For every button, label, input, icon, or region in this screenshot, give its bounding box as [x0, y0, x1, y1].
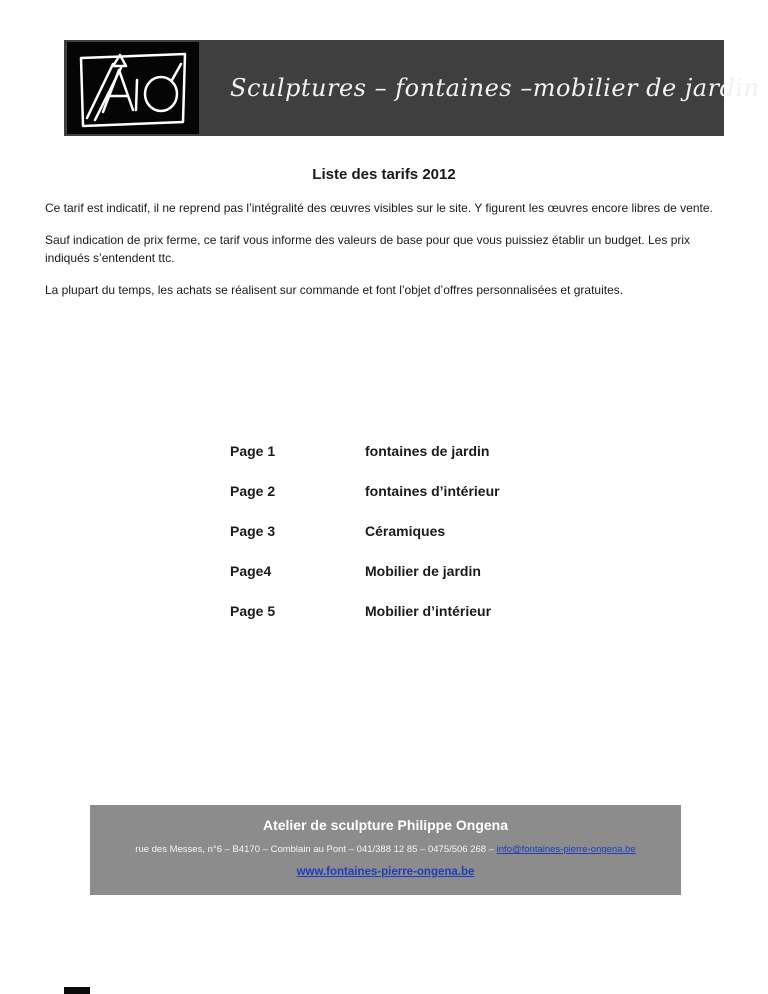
- toc-section-label: Céramiques: [365, 523, 446, 539]
- footer-website-link[interactable]: www.fontaines-pierre-ongena.be: [296, 866, 475, 878]
- toc-row: [230, 483, 500, 500]
- toc-row: [230, 603, 500, 620]
- toc-page-label: Page 2: [230, 483, 276, 499]
- toc-page-label: Page4: [230, 563, 272, 579]
- toc-row: [230, 443, 500, 460]
- toc-row: [230, 523, 500, 540]
- footer-email-link[interactable]: info@fontaines-pierre-ongena.be: [496, 844, 636, 855]
- toc-section-label: fontaines d’intérieur: [365, 483, 500, 499]
- next-page-edge: [64, 987, 90, 994]
- intro-paragraph: Sauf indication de prix ferme, ce tarif vous informe des valeurs de base pour que vous puissiez établir un budget. Les prix indiqués s’entendent ttc.: [45, 232, 691, 266]
- page-title: Liste des tarifs 2012: [312, 166, 456, 183]
- toc-page-label: Page 3: [230, 523, 276, 539]
- intro-paragraph: La plupart du temps, les achats se réalisent sur commande et font l’objet d’offres personnalisées et gratuites.: [45, 282, 624, 297]
- toc-page-label: Page 5: [230, 603, 276, 619]
- toc-row: [230, 563, 500, 580]
- header-banner: [64, 40, 760, 136]
- toc-section-label: Mobilier de jardin: [365, 563, 481, 579]
- footer-address: [90, 844, 681, 855]
- atelier-logo-icon: [73, 46, 193, 130]
- atelier-logo: [67, 42, 199, 134]
- toc-section-label: Mobilier d’intérieur: [365, 603, 492, 619]
- footer-title: Atelier de sculpture Philippe Ongena: [262, 817, 509, 833]
- toc-page-label: Page 1: [230, 443, 276, 459]
- intro-paragraph: Ce tarif est indicatif, il ne reprend pas l’intégralité des œuvres visibles sur le site. Y figurent les œuvres encore libres de vente.: [45, 201, 713, 215]
- intro-section: [45, 199, 731, 312]
- banner-tagline: Sculptures – fontaines –mobilier de jardin: [230, 74, 760, 102]
- toc-section-label: fontaines de jardin: [365, 443, 490, 459]
- footer: [90, 805, 681, 895]
- table-of-contents: [230, 443, 500, 643]
- footer-address-text: rue des Messes, n°6 – B4170 – Comblain au Pont – 041/388 12 85 – 0475/506 268 –: [135, 844, 497, 855]
